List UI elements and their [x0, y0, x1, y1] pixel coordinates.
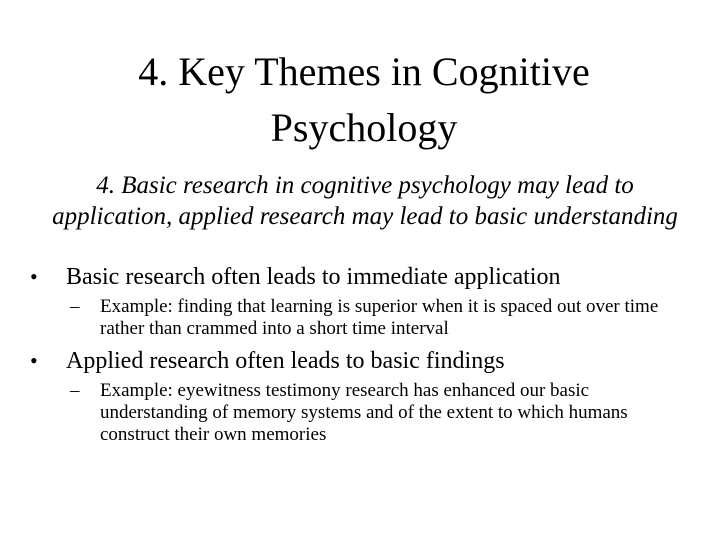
sub-bullet-text: Example: eyewitness testimony research has enhanced our basic understanding of memory systems and of the extent to which humans construct their own memories	[100, 380, 628, 445]
slide-title: 4. Key Themes in Cognitive Psychology	[138, 49, 590, 150]
bullet-dot-icon: •	[30, 264, 38, 289]
sub-bullet-list	[66, 296, 700, 340]
sub-bullet-text: Example: finding that learning is superior when it is spaced out over time rather than crammed into a short time interval	[100, 296, 659, 339]
bullet-list	[30, 262, 700, 452]
bullet-item	[30, 346, 700, 446]
bullet-dot-icon: •	[30, 348, 38, 373]
dash-icon: –	[70, 380, 80, 401]
sub-bullet-item	[66, 296, 700, 340]
sub-bullet-list	[66, 380, 700, 446]
bullet-text: Basic research often leads to immediate application	[66, 264, 561, 290]
bullet-text: Applied research often leads to basic findings	[66, 348, 505, 374]
dash-icon: –	[70, 296, 80, 317]
bullet-item	[30, 262, 700, 340]
slide-subtitle: 4. Basic research in cognitive psychology may lead to application, applied research may lead to basic understanding	[52, 172, 678, 230]
sub-bullet-item	[66, 380, 700, 446]
